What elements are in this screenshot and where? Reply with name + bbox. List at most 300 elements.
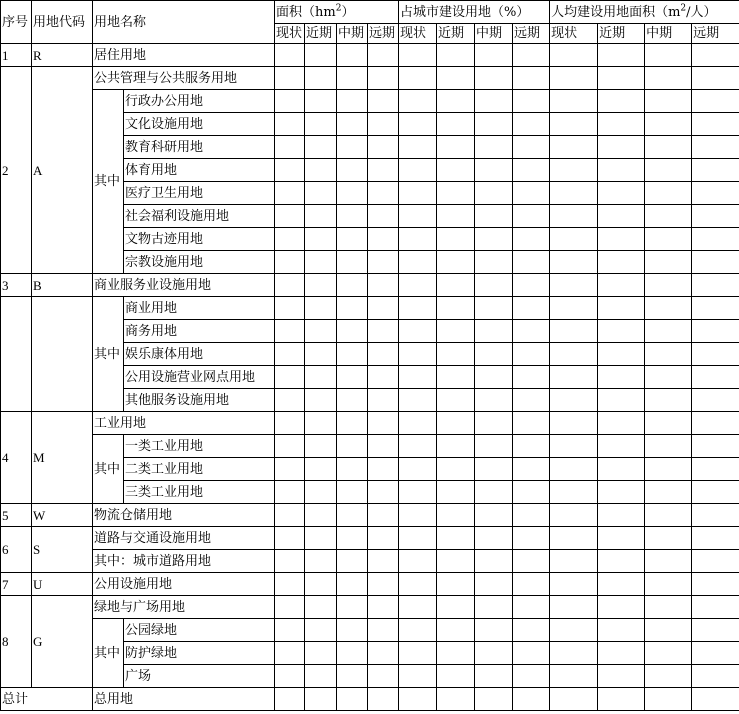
value-cell [513, 113, 550, 136]
value-cell [645, 205, 692, 228]
value-cell [337, 182, 368, 205]
value-cell [337, 228, 368, 251]
table-row [1, 90, 739, 113]
value-cell [513, 90, 550, 113]
value-cell [598, 481, 645, 504]
value-cell [305, 205, 337, 228]
code-cell: B [32, 274, 93, 297]
value-cell [368, 596, 399, 619]
value-cell [692, 297, 739, 320]
value-cell [475, 688, 513, 711]
value-cell [399, 458, 437, 481]
value-cell [399, 389, 437, 412]
value-cell [598, 596, 645, 619]
value-cell [475, 159, 513, 182]
value-cell [399, 550, 437, 573]
value-cell [275, 550, 305, 573]
value-cell [399, 527, 437, 550]
value-cell [305, 665, 337, 688]
value-cell [550, 665, 598, 688]
value-cell [550, 458, 598, 481]
value-cell [437, 504, 475, 527]
value-cell [692, 113, 739, 136]
seq-cell [1, 297, 32, 412]
value-cell [550, 412, 598, 435]
value-cell [368, 113, 399, 136]
value-cell [399, 504, 437, 527]
value-cell [513, 182, 550, 205]
value-cell [275, 665, 305, 688]
value-cell [692, 44, 739, 67]
value-cell [399, 596, 437, 619]
value-cell [645, 67, 692, 90]
value-cell [550, 435, 598, 458]
value-cell [475, 550, 513, 573]
value-cell [645, 688, 692, 711]
period-mid: 中期 [337, 24, 368, 44]
table-row [1, 504, 739, 527]
value-cell [513, 297, 550, 320]
value-cell [598, 274, 645, 297]
value-cell [598, 113, 645, 136]
table-row [1, 550, 739, 573]
value-cell [645, 90, 692, 113]
value-cell [275, 458, 305, 481]
value-cell [275, 136, 305, 159]
per-capita-header: 人均建设用地面积（$m^2/$人） [550, 1, 739, 24]
value-cell [368, 274, 399, 297]
value-cell [645, 251, 692, 274]
sub-name-cell: 宗教设施用地 [124, 251, 275, 274]
value-cell [598, 366, 645, 389]
value-cell [645, 343, 692, 366]
value-cell [275, 642, 305, 665]
value-cell [598, 343, 645, 366]
period-current: 现状 [399, 24, 437, 44]
value-cell [475, 665, 513, 688]
value-cell [437, 435, 475, 458]
value-cell [513, 389, 550, 412]
value-cell [598, 665, 645, 688]
name-cell: 商业服务业设施用地 [93, 274, 275, 297]
sub-name-cell: 公用设施营业网点用地 [124, 366, 275, 389]
code-header: 用地代码 [32, 1, 93, 44]
value-cell [550, 550, 598, 573]
of-which-label: 其中 [93, 619, 124, 688]
value-cell [337, 688, 368, 711]
sub-name-cell: 防护绿地 [124, 642, 275, 665]
value-cell [368, 458, 399, 481]
seq-cell: 4 [1, 412, 32, 504]
value-cell [368, 182, 399, 205]
value-cell [513, 504, 550, 527]
value-cell [275, 527, 305, 550]
value-cell [550, 366, 598, 389]
value-cell [550, 527, 598, 550]
value-cell [475, 251, 513, 274]
value-cell [368, 412, 399, 435]
value-cell [550, 90, 598, 113]
table-row [1, 619, 739, 642]
code-cell: U [32, 573, 93, 596]
value-cell [513, 412, 550, 435]
value-cell [513, 228, 550, 251]
value-cell [399, 665, 437, 688]
code-cell: G [32, 596, 93, 688]
value-cell [305, 274, 337, 297]
value-cell [305, 297, 337, 320]
value-cell [550, 642, 598, 665]
value-cell [475, 527, 513, 550]
of-which-label: 其中 [93, 90, 124, 274]
value-cell [598, 297, 645, 320]
sub-name-cell: 商务用地 [124, 320, 275, 343]
value-cell [513, 435, 550, 458]
value-cell [692, 136, 739, 159]
value-cell [645, 550, 692, 573]
value-cell [275, 504, 305, 527]
value-cell [368, 67, 399, 90]
value-cell [475, 435, 513, 458]
table-row [1, 527, 739, 550]
sub-name-cell: 文化设施用地 [124, 113, 275, 136]
value-cell [513, 343, 550, 366]
value-cell [513, 67, 550, 90]
value-cell [399, 113, 437, 136]
value-cell [368, 389, 399, 412]
value-cell [513, 619, 550, 642]
value-cell [513, 458, 550, 481]
value-cell [513, 44, 550, 67]
value-cell [437, 527, 475, 550]
value-cell [550, 274, 598, 297]
sub-name-cell: 商业用地 [124, 297, 275, 320]
value-cell [337, 274, 368, 297]
value-cell [475, 274, 513, 297]
value-cell [368, 688, 399, 711]
value-cell [645, 412, 692, 435]
value-cell [368, 481, 399, 504]
sub-name-cell: 二类工业用地 [124, 458, 275, 481]
value-cell [692, 320, 739, 343]
sub-name-cell: 行政办公用地 [124, 90, 275, 113]
value-cell [645, 573, 692, 596]
value-cell [692, 527, 739, 550]
value-cell [475, 205, 513, 228]
value-cell [692, 90, 739, 113]
value-cell [305, 136, 337, 159]
value-cell [399, 481, 437, 504]
value-cell [475, 596, 513, 619]
value-cell [399, 573, 437, 596]
value-cell [598, 228, 645, 251]
value-cell [645, 136, 692, 159]
period-long: 远期 [692, 24, 739, 44]
value-cell [337, 458, 368, 481]
sub-name-cell: 三类工业用地 [124, 481, 275, 504]
value-cell [645, 113, 692, 136]
value-cell [275, 182, 305, 205]
value-cell [513, 136, 550, 159]
value-cell [337, 550, 368, 573]
value-cell [692, 159, 739, 182]
value-cell [305, 320, 337, 343]
value-cell [475, 297, 513, 320]
value-cell [368, 573, 399, 596]
value-cell [513, 320, 550, 343]
sub-name-cell: 广场 [124, 665, 275, 688]
table-row [1, 274, 739, 297]
value-cell [368, 550, 399, 573]
value-cell [598, 67, 645, 90]
value-cell [368, 136, 399, 159]
value-cell [275, 44, 305, 67]
value-cell [305, 389, 337, 412]
sub-name-cell: 体育用地 [124, 159, 275, 182]
value-cell [513, 573, 550, 596]
seq-header: 序号 [1, 1, 32, 44]
code-cell: M [32, 412, 93, 504]
sub-name-cell: 娱乐康体用地 [124, 343, 275, 366]
value-cell [275, 412, 305, 435]
table-row [1, 44, 739, 67]
value-cell [550, 136, 598, 159]
total-label: 总计 [1, 688, 93, 711]
value-cell [337, 343, 368, 366]
value-cell [337, 90, 368, 113]
period-long: 远期 [368, 24, 399, 44]
value-cell [399, 159, 437, 182]
value-cell [305, 550, 337, 573]
name-cell: 工业用地 [93, 412, 275, 435]
value-cell [598, 320, 645, 343]
value-cell [513, 596, 550, 619]
value-cell [337, 527, 368, 550]
value-cell [550, 504, 598, 527]
value-cell [692, 389, 739, 412]
value-cell [305, 458, 337, 481]
value-cell [513, 481, 550, 504]
value-cell [399, 435, 437, 458]
code-cell [32, 297, 93, 412]
value-cell [337, 389, 368, 412]
period-near: 近期 [598, 24, 645, 44]
value-cell [437, 619, 475, 642]
code-cell: W [32, 504, 93, 527]
value-cell [368, 297, 399, 320]
value-cell [598, 619, 645, 642]
value-cell [305, 67, 337, 90]
value-cell [337, 596, 368, 619]
value-cell [275, 481, 305, 504]
value-cell [598, 136, 645, 159]
value-cell [475, 182, 513, 205]
value-cell [305, 44, 337, 67]
value-cell [399, 274, 437, 297]
value-cell [645, 619, 692, 642]
value-cell [275, 389, 305, 412]
period-mid: 中期 [645, 24, 692, 44]
value-cell [550, 159, 598, 182]
value-cell [368, 44, 399, 67]
of-which-label: 其中 [93, 297, 124, 412]
value-cell [645, 297, 692, 320]
value-cell [475, 458, 513, 481]
value-cell [692, 205, 739, 228]
value-cell [550, 481, 598, 504]
value-cell [692, 642, 739, 665]
value-cell [513, 205, 550, 228]
value-cell [692, 343, 739, 366]
value-cell [513, 251, 550, 274]
value-cell [368, 228, 399, 251]
total-row [1, 688, 739, 711]
value-cell [475, 343, 513, 366]
value-cell [645, 274, 692, 297]
value-cell [437, 251, 475, 274]
value-cell [337, 113, 368, 136]
value-cell [437, 320, 475, 343]
value-cell [645, 159, 692, 182]
name-cell: 物流仓储用地 [93, 504, 275, 527]
value-cell [437, 343, 475, 366]
value-cell [275, 435, 305, 458]
name-cell: 居住用地 [93, 44, 275, 67]
value-cell [368, 619, 399, 642]
value-cell [598, 642, 645, 665]
value-cell [513, 159, 550, 182]
value-cell [305, 412, 337, 435]
value-cell [275, 297, 305, 320]
value-cell [305, 90, 337, 113]
table-row [1, 435, 739, 458]
area-header: 面积$(hm^2)$ [275, 1, 399, 24]
value-cell [399, 251, 437, 274]
value-cell [305, 481, 337, 504]
value-cell [437, 297, 475, 320]
value-cell [598, 435, 645, 458]
value-cell [337, 412, 368, 435]
sub-name-cell: 教育科研用地 [124, 136, 275, 159]
value-cell [399, 642, 437, 665]
value-cell [305, 688, 337, 711]
value-cell [368, 665, 399, 688]
value-cell [692, 182, 739, 205]
value-cell [399, 67, 437, 90]
value-cell [337, 320, 368, 343]
value-cell [275, 205, 305, 228]
value-cell [437, 366, 475, 389]
value-cell [305, 642, 337, 665]
value-cell [337, 136, 368, 159]
value-cell [692, 458, 739, 481]
code-cell: S [32, 527, 93, 573]
value-cell [337, 159, 368, 182]
value-cell [437, 136, 475, 159]
table-row [1, 297, 739, 320]
value-cell [437, 665, 475, 688]
value-cell [692, 688, 739, 711]
table-row [1, 573, 739, 596]
value-cell [475, 642, 513, 665]
value-cell [598, 412, 645, 435]
value-cell [305, 435, 337, 458]
seq-cell: 1 [1, 44, 32, 67]
value-cell [598, 182, 645, 205]
value-cell [692, 251, 739, 274]
value-cell [645, 389, 692, 412]
name-header: 用地名称 [93, 1, 275, 44]
value-cell [305, 619, 337, 642]
value-cell [692, 619, 739, 642]
value-cell [275, 113, 305, 136]
name-cell: 公共管理与公共服务用地 [93, 67, 275, 90]
value-cell [645, 435, 692, 458]
period-near: 近期 [305, 24, 337, 44]
value-cell [645, 366, 692, 389]
name-cell: 总用地 [93, 688, 275, 711]
value-cell [692, 67, 739, 90]
value-cell [305, 596, 337, 619]
value-cell [337, 205, 368, 228]
value-cell [550, 343, 598, 366]
period-long: 远期 [513, 24, 550, 44]
value-cell [305, 113, 337, 136]
value-cell [437, 573, 475, 596]
value-cell [513, 642, 550, 665]
value-cell [275, 274, 305, 297]
value-cell [550, 297, 598, 320]
value-cell [475, 136, 513, 159]
value-cell [437, 228, 475, 251]
value-cell [513, 688, 550, 711]
value-cell [305, 343, 337, 366]
period-near: 近期 [437, 24, 475, 44]
table-row [1, 67, 739, 90]
value-cell [598, 205, 645, 228]
value-cell [399, 228, 437, 251]
value-cell [475, 44, 513, 67]
value-cell [513, 274, 550, 297]
value-cell [550, 44, 598, 67]
value-cell [437, 67, 475, 90]
value-cell [275, 619, 305, 642]
value-cell [475, 389, 513, 412]
value-cell [437, 642, 475, 665]
value-cell [598, 504, 645, 527]
value-cell [337, 44, 368, 67]
value-cell [437, 596, 475, 619]
value-cell [337, 665, 368, 688]
value-cell [645, 458, 692, 481]
value-cell [337, 642, 368, 665]
value-cell [305, 228, 337, 251]
value-cell [645, 481, 692, 504]
value-cell [645, 44, 692, 67]
value-cell [399, 182, 437, 205]
value-cell [437, 182, 475, 205]
value-cell [368, 90, 399, 113]
value-cell [645, 665, 692, 688]
value-cell [368, 320, 399, 343]
value-cell [437, 159, 475, 182]
value-cell [275, 366, 305, 389]
value-cell [645, 504, 692, 527]
value-cell [305, 182, 337, 205]
value-cell [368, 504, 399, 527]
value-cell [550, 67, 598, 90]
value-cell [692, 504, 739, 527]
